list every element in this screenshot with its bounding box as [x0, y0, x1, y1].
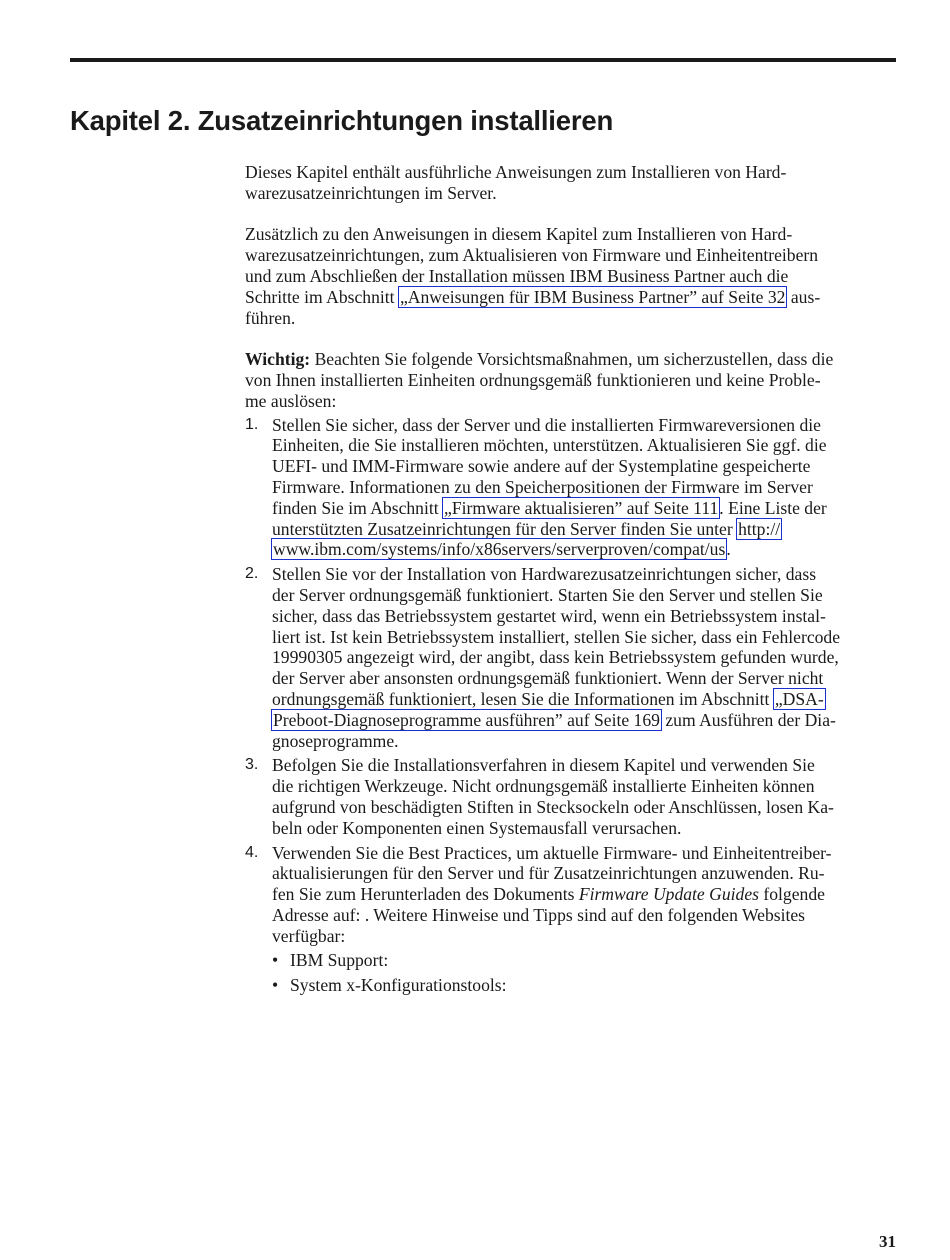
item-line: verfügbar: — [272, 925, 346, 946]
partner-line: warezusatzeinrichtungen, zum Aktualisieren von Firmware und Einheitentreibern — [245, 245, 819, 266]
intro-line: Dieses Kapitel enthält ausführliche Anweisungen zum Installieren von Hard- — [245, 162, 787, 182]
intro-line: warezusatzeinrichtungen im Server. — [245, 182, 497, 203]
partner-line: Zusätzlich zu den Anweisungen in diesem Kapitel zum Installieren von Hard- — [245, 224, 793, 245]
text: folgende — [758, 884, 825, 905]
item-line — [272, 498, 897, 519]
item-line: Stellen Sie sicher, dass der Server und die installierten Firmwareversionen die — [272, 414, 821, 435]
item-line: Firmware. Informationen zu den Speicherpositionen der Firmware im Server — [272, 476, 813, 497]
item-line: aktualisierungen für den Server und für Zusatzeinrichtungen anzuwenden. Ru- — [272, 863, 825, 884]
partner-line: führen. — [245, 307, 296, 328]
item-line — [272, 689, 897, 710]
text: . Eine Liste der — [719, 497, 827, 518]
bullet-icon: • — [272, 975, 279, 996]
text: unterstützten Zusatzeinrichtungen für den Server finden Sie unter — [272, 518, 738, 539]
important-line: von Ihnen installierten Einheiten ordnungsgemäß funktionieren und keine Proble- — [245, 369, 821, 390]
item-line: beln oder Komponenten einen Systemausfall verursachen. — [272, 817, 682, 838]
dsa-diagnostics-link[interactable]: Preboot-Diagnoseprogramme ausführen” auf Seite 169 — [273, 709, 660, 730]
item-line — [272, 710, 897, 731]
bullet-item — [272, 975, 897, 996]
item-line — [272, 519, 897, 540]
text: Beachten Sie folgende Vorsichtsmaßnahmen, um sicherzustellen, dass die — [310, 349, 834, 370]
top-rule — [70, 58, 896, 62]
page-number: 31 — [879, 1232, 896, 1251]
bullet-icon: • — [272, 950, 279, 971]
item-number: 3. — [245, 756, 259, 774]
item-line: 19990305 angezeigt wird, der angibt, dass kein Betriebssystem gefunden wurde, — [272, 647, 839, 668]
item-line: liert ist. Ist kein Betriebssystem installiert, stellen Sie sicher, dass ein Fehlercode — [272, 626, 841, 647]
partner-paragraph — [245, 224, 897, 328]
item-line: Stellen Sie vor der Installation von Hardwarezusatzeinrichtungen sicher, dass — [272, 564, 817, 585]
text: aus- — [786, 286, 821, 307]
item-line: der Server aber ansonsten ordnungsgemäß funktioniert. Wenn der Server nicht — [272, 668, 824, 689]
precautions-list — [245, 415, 897, 997]
item-line: Einheiten, die Sie installieren möchten, unterstützen. Aktualisieren Sie ggf. die — [272, 435, 827, 456]
item-line: Adresse auf: . Weitere Hinweise und Tipps sind auf den folgenden Websites — [272, 904, 806, 925]
important-paragraph — [245, 349, 897, 411]
body-column — [245, 162, 897, 1000]
bullet-text: IBM Support: — [290, 950, 389, 971]
item-line: Befolgen Sie die Installationsverfahren in diesem Kapitel und verwenden Sie — [272, 755, 815, 776]
item-number: 1. — [245, 415, 259, 433]
item-line — [272, 539, 897, 560]
item-number: 4. — [245, 843, 259, 861]
list-item — [245, 564, 897, 751]
item-number: 2. — [245, 565, 259, 583]
item-line: sicher, dass das Betriebssystem gestartet wird, wenn ein Betriebssystem instal- — [272, 605, 826, 626]
text: . — [726, 539, 731, 560]
important-line — [245, 349, 897, 370]
firmware-update-link[interactable]: „Firmware aktualisieren” auf Seite 111 — [444, 497, 719, 518]
bullet-item — [272, 950, 897, 971]
important-line: me auslösen: — [245, 390, 337, 411]
important-label: Wichtig: — [245, 349, 311, 370]
list-item — [245, 415, 897, 561]
partner-line — [245, 287, 897, 308]
text: zum Ausführen der Dia- — [660, 709, 836, 730]
partner-line: und zum Abschließen der Installation müssen IBM Business Partner auch die — [245, 265, 789, 286]
document-title: Firmware Update Guides — [578, 884, 759, 905]
list-item — [245, 755, 897, 838]
partner-instructions-link[interactable]: „Anweisungen für IBM Business Partner” auf Seite 32 — [399, 286, 786, 307]
serverproven-url-link[interactable]: http:// — [738, 518, 781, 539]
bullet-text: System x-Konfigurationstools: — [290, 975, 507, 996]
item-line: UEFI- und IMM-Firmware sowie andere auf der Systemplatine gespeicherte — [272, 456, 811, 477]
item-line: der Server ordnungsgemäß funktioniert. Starten Sie den Server und stellen Sie — [272, 584, 823, 605]
item-line: aufgrund von beschädigten Stiften in Stecksockeln oder Anschlüssen, losen Ka- — [272, 796, 834, 817]
text: ordnungsgemäß funktioniert, lesen Sie die Informationen im Abschnitt — [272, 688, 774, 709]
text: fen Sie zum Herunterladen des Dokuments — [272, 884, 579, 905]
item-line — [272, 884, 897, 905]
text: Schritte im Abschnitt — [245, 286, 399, 307]
item-line: die richtigen Werkzeuge. Nicht ordnungsgemäß installierte Einheiten können — [272, 776, 815, 797]
list-item — [245, 843, 897, 997]
serverproven-url-link[interactable]: www.ibm.com/systems/info/x86servers/serverproven/compat/us — [273, 539, 726, 560]
bullet-list — [272, 950, 897, 996]
intro-paragraph — [245, 162, 897, 204]
text: finden Sie im Abschnitt — [272, 497, 444, 518]
item-line: gnoseprogramme. — [272, 730, 399, 751]
item-line: Verwenden Sie die Best Practices, um aktuelle Firmware- und Einheitentreiber- — [272, 842, 832, 863]
dsa-diagnostics-link[interactable]: „DSA- — [774, 688, 824, 709]
chapter-title: Kapitel 2. Zusatzeinrichtungen installieren — [70, 105, 614, 136]
